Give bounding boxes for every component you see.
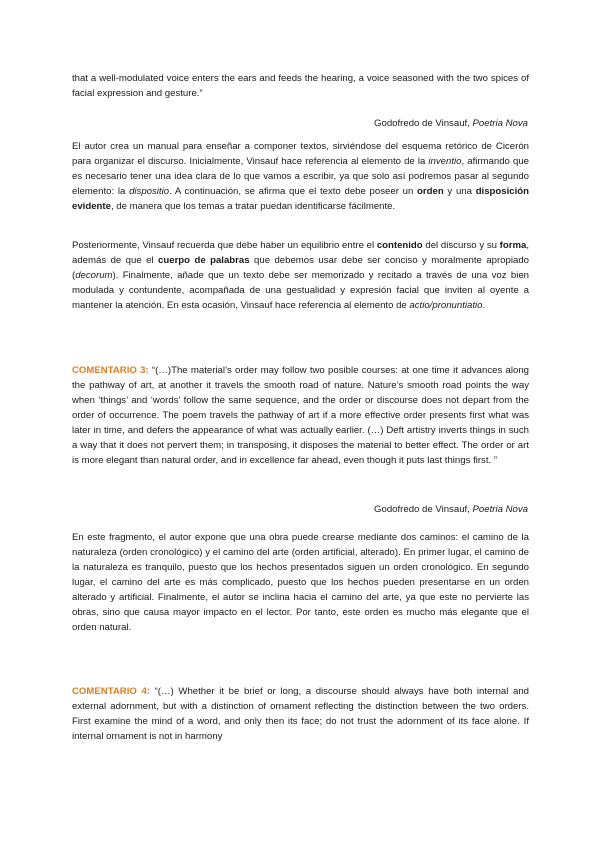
paragraph-analysis-2: Posteriormente, Vinsauf recuerda que debe haber un equilibrio entre el contenido del discurso y su forma, además de que el cuerpo de palabras que debemos usar debe ser conciso y moralmente apropiado (decorum). Finalmente, añade que un texto debe ser memorizado y recitado a través de una voz bien modulada y contundente, acompañada de una gestualidad y expresión facial que inviten al oyente a mantener la atención. En esta ocasión, Vinsauf hace referencia al elemento de actio/pronuntiatio.	[72, 240, 529, 311]
comment-4-label: COMENTARIO 4:	[72, 686, 150, 697]
comment-3-label: COMENTARIO 3:	[72, 365, 149, 376]
paragraph-analysis-1: El autor crea un manual para enseñar a componer textos, sirviéndose del esquema retórico de Cicerón para organizar el discurso. Inicialmente, Vinsauf hace referencia al elemento de la inventio, afirmando que es necesario tener una idea clara de lo que vamos a escribir, ya que solo así podremos pasar al segundo elemento: la dispositio. A continuación, se afirma que el texto debe poseer un orden y una disposición evidente, de manera que los temas a tratar puedan identificarse fácilmente.	[72, 141, 529, 212]
comment-4: COMENTARIO 4: “(…) Whether it be brief or long, a discourse should always have both internal and external adornment, but with a distinction of ornament reflecting the distinction between the two orders. First examine the mind of a word, and only then its face; do not trust the adornment of its face alone. If internal ornament is not in harmony	[72, 686, 529, 742]
attribution-2: Godofredo de Vinsauf, Poetria Nova	[374, 504, 528, 515]
attribution-1: Godofredo de Vinsauf, Poetria Nova	[374, 118, 528, 129]
comment-3: COMENTARIO 3: “(…)The material’s order may follow two posible courses: at one time it advances along the pathway of art, at another it travels the smooth road of nature. Nature’s smooth road points the way when ‘things’ and ‘words’ follow the same sequence, and the order or discourse does not depart from the order of occurrence. The poem travels the pathway of art if a more effective order presents first what was later in time, and defers the appearance of what was actually earlier. (…) Deft artistry inverts things in such a way that it does not pervert them; in transposing, it disposes the material to better effect. The order or art is more elegant than natural order, and in excellence far ahead, even though it puts last things first. ”	[72, 365, 529, 466]
quote-continuation: that a well-modulated voice enters the ears and feeds the hearing, a voice seasoned with the two spices of facial expression and gesture.”	[72, 73, 529, 99]
paragraph-analysis-3: En este fragmento, el autor expone que una obra puede crearse mediante dos caminos: el camino de la naturaleza (orden cronológico) y el camino del arte (orden artificial, alterado). En primer lugar, el camino de la naturaleza es tranquilo, puesto que los hechos presentados siguen un orden cronológico. En segundo lugar, el camino del arte es más complicado, puesto que los hechos pueden presentarse en un orden alterado y artificial. Finalmente, el autor se inclina hacia el camino del arte, ya que este no pervierte las obras, sino que causa mayor impacto en el lector. Por tanto, este orden es mucho más elegante que el orden natural.	[72, 532, 529, 633]
